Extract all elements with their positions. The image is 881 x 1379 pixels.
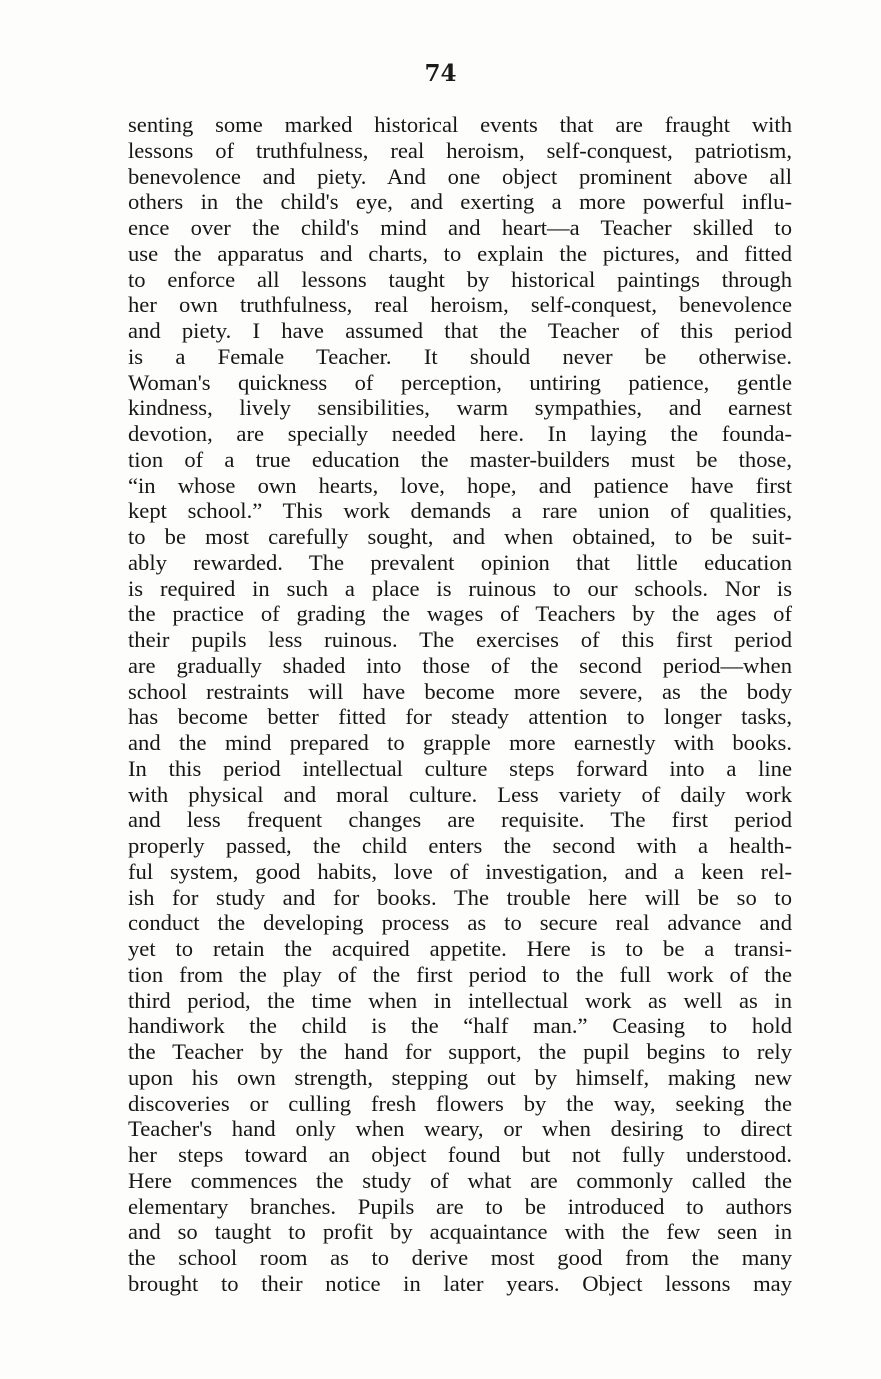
- text-line: to be most carefully sought, and when obtained, to be suit-: [128, 524, 792, 549]
- text-line: handiwork the child is the “half man.” Ceasing to hold: [128, 1013, 792, 1039]
- text-line: the school room as to derive most good from the many: [128, 1245, 792, 1270]
- text-line: and so taught to profit by acquaintance with the few seen in: [128, 1219, 792, 1245]
- text-line: properly passed, the child enters the second with a health-: [128, 833, 792, 858]
- body-text: [128, 112, 792, 1297]
- text-line: devotion, are specially needed here. In laying the founda-: [128, 421, 792, 446]
- text-line: “in whose own hearts, love, hope, and patience have first: [128, 472, 792, 498]
- text-line: discoveries or culling fresh flowers by the way, seeking the: [128, 1090, 792, 1116]
- text-line: tion from the play of the first period to the full work of the: [128, 961, 792, 987]
- text-line: ish for study and for books. The trouble here will be so to: [128, 884, 792, 910]
- text-line: elementary branches. Pupils are to be introduced to authors: [128, 1193, 792, 1219]
- text-line: tion of a true education the master-builders must be those,: [128, 446, 792, 472]
- text-line: and the mind prepared to grapple more earnestly with books.: [128, 730, 792, 755]
- text-line: upon his own strength, stepping out by himself, making new: [128, 1064, 792, 1090]
- text-line: the Teacher by the hand for support, the pupil begins to rely: [128, 1039, 792, 1064]
- text-line: their pupils less ruinous. The exercises of this first period: [128, 627, 792, 652]
- text-line: ful system, good habits, love of investigation, and a keen rel-: [128, 858, 792, 884]
- text-line: her steps toward an object found but not fully understood.: [128, 1142, 792, 1167]
- text-line: the practice of grading the wages of Teachers by the ages of: [128, 601, 792, 627]
- text-line: benevolence and piety. And one object prominent above all: [128, 163, 792, 189]
- text-line: has become better fitted for steady attention to longer tasks,: [128, 704, 792, 730]
- text-line: senting some marked historical events that are fraught with: [128, 112, 792, 137]
- text-line: kindness, lively sensibilities, warm sympathies, and earnest: [128, 395, 792, 421]
- text-line: In this period intellectual culture steps forward into a line: [128, 755, 792, 781]
- text-line: is a Female Teacher. It should never be otherwise.: [128, 343, 792, 369]
- text-line: Woman's quickness of perception, untiring patience, gentle: [128, 369, 792, 395]
- text-line: are gradually shaded into those of the second period—when: [128, 652, 792, 678]
- text-line: school restraints will have become more severe, as the body: [128, 678, 792, 704]
- text-line: Teacher's hand only when weary, or when desiring to direct: [128, 1116, 792, 1142]
- text-line: is required in such a place is ruinous to our schools. Nor is: [128, 575, 792, 601]
- text-line: third period, the time when in intellectual work as well as in: [128, 987, 792, 1013]
- text-line: use the apparatus and charts, to explain the pictures, and fitted: [128, 240, 792, 266]
- text-line: and piety. I have assumed that the Teacher of this period: [128, 318, 792, 343]
- text-line: Here commences the study of what are commonly called the: [128, 1167, 792, 1193]
- text-line: ably rewarded. The prevalent opinion that little education: [128, 549, 792, 575]
- text-line: conduct the developing process as to secure real advance and: [128, 910, 792, 936]
- text-line: lessons of truthfulness, real heroism, self-conquest, patriotism,: [128, 137, 792, 163]
- page-number: 74: [424, 60, 457, 87]
- text-line: yet to retain the acquired appetite. Here is to be a transi-: [128, 936, 792, 961]
- text-line: with physical and moral culture. Less variety of daily work: [128, 781, 792, 807]
- text-line: kept school.” This work demands a rare union of qualities,: [128, 498, 792, 524]
- text-line: ence over the child's mind and heart—a Teacher skilled to: [128, 215, 792, 240]
- text-line: her own truthfulness, real heroism, self-conquest, benevolence: [128, 292, 792, 318]
- text-line: brought to their notice in later years. Object lessons may: [128, 1270, 792, 1296]
- text-line: to enforce all lessons taught by historical paintings through: [128, 266, 792, 292]
- text-line: others in the child's eye, and exerting a more powerful influ-: [128, 189, 792, 215]
- text-line: and less frequent changes are requisite. The first period: [128, 807, 792, 833]
